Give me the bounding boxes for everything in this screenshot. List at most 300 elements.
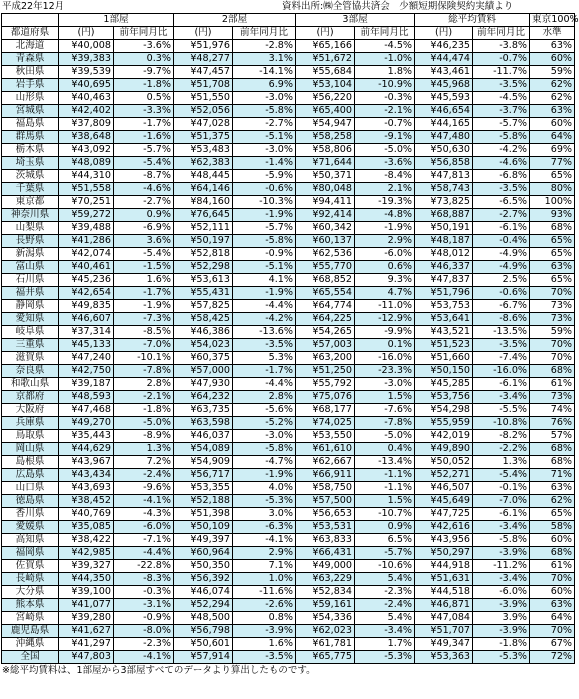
value-cell: -6.1% <box>473 222 530 235</box>
value-cell: -11.6% <box>233 586 296 599</box>
value-cell: -2.7% <box>473 209 530 222</box>
value-cell: 62% <box>530 92 575 105</box>
value-cell: -5.1% <box>233 131 296 144</box>
value-cell: -10.1% <box>114 352 174 365</box>
value-cell: -1.8% <box>114 79 174 92</box>
value-cell: -1.9% <box>233 287 296 300</box>
prefecture-cell: 和歌山県 <box>2 378 59 391</box>
value-cell: ¥65,400 <box>296 105 355 118</box>
value-cell: ¥51,250 <box>296 365 355 378</box>
value-cell: -3.0% <box>233 92 296 105</box>
value-cell: ¥50,371 <box>296 170 355 183</box>
value-cell: ¥52,056 <box>174 105 233 118</box>
value-cell: ¥46,386 <box>174 326 233 339</box>
value-cell: ¥42,985 <box>59 547 114 560</box>
value-cell: -1.9% <box>233 209 296 222</box>
prefecture-cell: 青森県 <box>2 53 59 66</box>
value-cell: -5.4% <box>114 248 174 261</box>
value-cell: ¥53,363 <box>415 651 473 664</box>
value-cell: ¥48,445 <box>174 170 233 183</box>
prefecture-cell: 東京都 <box>2 196 59 209</box>
value-cell: -1.4% <box>233 157 296 170</box>
table-row <box>2 339 575 352</box>
value-cell: ¥51,796 <box>415 287 473 300</box>
prefecture-cell: 岩手県 <box>2 79 59 92</box>
value-cell: ¥59,161 <box>296 599 355 612</box>
value-cell: -3.9% <box>473 625 530 638</box>
value-cell: 68% <box>530 443 575 456</box>
value-cell: ¥43,461 <box>415 66 473 79</box>
header-yen: (円) <box>296 27 355 40</box>
value-cell: 0.3% <box>114 53 174 66</box>
header-yoy: 前年同月比 <box>355 27 415 40</box>
value-cell: -0.6% <box>233 183 296 196</box>
value-cell: ¥54,947 <box>296 118 355 131</box>
value-cell: 70% <box>530 339 575 352</box>
value-cell: ¥46,037 <box>174 430 233 443</box>
value-cell: 7.1% <box>233 560 296 573</box>
table-row <box>2 131 575 144</box>
table-row <box>2 651 575 664</box>
value-cell: -5.8% <box>473 534 530 547</box>
value-cell: ¥52,834 <box>296 586 355 599</box>
value-cell: 60% <box>530 118 575 131</box>
value-cell: ¥55,431 <box>174 287 233 300</box>
table-row <box>2 170 575 183</box>
value-cell: -8.9% <box>114 430 174 443</box>
value-cell: 9.3% <box>355 274 415 287</box>
value-cell: 5.4% <box>355 573 415 586</box>
value-cell: ¥50,191 <box>415 222 473 235</box>
value-cell: 61% <box>530 378 575 391</box>
value-cell: ¥37,314 <box>59 326 114 339</box>
value-cell: ¥51,976 <box>174 40 233 53</box>
value-cell: 59% <box>530 66 575 79</box>
value-cell: -16.0% <box>355 352 415 365</box>
value-cell: 63% <box>530 40 575 53</box>
table-row <box>2 586 575 599</box>
value-cell: -3.5% <box>473 339 530 352</box>
value-cell: 0.6% <box>355 261 415 274</box>
value-cell: ¥94,411 <box>296 196 355 209</box>
value-cell: ¥51,672 <box>296 53 355 66</box>
value-cell: -7.8% <box>355 417 415 430</box>
value-cell: 63% <box>530 599 575 612</box>
value-cell: ¥80,048 <box>296 183 355 196</box>
value-cell: -2.4% <box>355 599 415 612</box>
value-cell: -1.5% <box>114 261 174 274</box>
value-cell: -9.7% <box>114 66 174 79</box>
value-cell: 1.3% <box>473 456 530 469</box>
value-cell: -3.5% <box>233 339 296 352</box>
value-cell: -4.6% <box>114 183 174 196</box>
prefecture-cell: 岡山県 <box>2 443 59 456</box>
value-cell: 76% <box>530 417 575 430</box>
value-cell: ¥57,003 <box>296 339 355 352</box>
value-cell: ¥62,667 <box>296 456 355 469</box>
prefecture-cell: 島根県 <box>2 456 59 469</box>
value-cell: ¥46,871 <box>415 599 473 612</box>
value-cell: ¥76,645 <box>174 209 233 222</box>
value-cell: ¥38,648 <box>59 131 114 144</box>
value-cell: -5.3% <box>233 495 296 508</box>
table-row <box>2 183 575 196</box>
prefecture-cell: 千葉県 <box>2 183 59 196</box>
prefecture-cell: 秋田県 <box>2 66 59 79</box>
prefecture-cell: 熊本県 <box>2 599 59 612</box>
value-cell: -5.4% <box>473 469 530 482</box>
value-cell: -7.6% <box>355 404 415 417</box>
value-cell: ¥41,286 <box>59 235 114 248</box>
value-cell: 72% <box>530 651 575 664</box>
value-cell: ¥50,197 <box>174 235 233 248</box>
header-2room: 2部屋 <box>174 14 296 27</box>
prefecture-cell: 宮崎県 <box>2 612 59 625</box>
value-cell: -5.3% <box>473 651 530 664</box>
table-row <box>2 508 575 521</box>
prefecture-cell: 奈良県 <box>2 365 59 378</box>
value-cell: ¥62,383 <box>174 157 233 170</box>
value-cell: ¥60,342 <box>296 222 355 235</box>
value-cell: ¥40,695 <box>59 79 114 92</box>
value-cell: -3.4% <box>473 573 530 586</box>
value-cell: ¥43,693 <box>59 482 114 495</box>
value-cell: 2.8% <box>114 378 174 391</box>
value-cell: -2.4% <box>114 469 174 482</box>
table-row <box>2 118 575 131</box>
prefecture-cell: 福島県 <box>2 118 59 131</box>
value-cell: -6.5% <box>473 196 530 209</box>
value-cell: ¥53,613 <box>174 274 233 287</box>
value-cell: -22.8% <box>114 560 174 573</box>
prefecture-cell: 愛媛県 <box>2 521 59 534</box>
value-cell: 70% <box>530 625 575 638</box>
value-cell: -3.5% <box>233 651 296 664</box>
value-cell: 57% <box>530 430 575 443</box>
value-cell: -3.9% <box>473 547 530 560</box>
value-cell: ¥51,550 <box>174 92 233 105</box>
table-row <box>2 53 575 66</box>
value-cell: -7.8% <box>114 365 174 378</box>
value-cell: -5.9% <box>233 170 296 183</box>
table-row <box>2 40 575 53</box>
value-cell: -4.2% <box>473 144 530 157</box>
value-cell: 62% <box>530 495 575 508</box>
value-cell: -6.8% <box>473 170 530 183</box>
value-cell: 4.0% <box>233 482 296 495</box>
value-cell: 65% <box>530 508 575 521</box>
value-cell: 2.1% <box>355 183 415 196</box>
value-cell: 1.8% <box>355 66 415 79</box>
value-cell: ¥60,964 <box>174 547 233 560</box>
value-cell: ¥43,521 <box>415 326 473 339</box>
value-cell: ¥60,137 <box>296 235 355 248</box>
header-level: 水準 <box>530 27 575 40</box>
value-cell: -4.1% <box>114 651 174 664</box>
table-row <box>2 378 575 391</box>
value-cell: 63% <box>530 482 575 495</box>
value-cell: 60% <box>530 586 575 599</box>
value-cell: -5.7% <box>114 144 174 157</box>
value-cell: -3.6% <box>355 157 415 170</box>
value-cell: 5.3% <box>233 352 296 365</box>
value-cell: -11.7% <box>473 66 530 79</box>
header-row-2 <box>2 27 575 40</box>
table-row <box>2 313 575 326</box>
prefecture-cell: 長崎県 <box>2 573 59 586</box>
prefecture-cell: 鹿児島県 <box>2 625 59 638</box>
value-cell: -11.0% <box>355 300 415 313</box>
value-cell: ¥48,089 <box>59 157 114 170</box>
prefecture-cell: 岐阜県 <box>2 326 59 339</box>
prefecture-cell: 佐賀県 <box>2 560 59 573</box>
value-cell: 6.5% <box>355 534 415 547</box>
value-cell: -0.3% <box>114 586 174 599</box>
table-row <box>2 482 575 495</box>
value-cell: ¥47,803 <box>59 651 114 664</box>
header-average: 総平均賃料 <box>415 14 530 27</box>
value-cell: ¥64,146 <box>174 183 233 196</box>
value-cell: ¥56,717 <box>174 469 233 482</box>
value-cell: -0.7% <box>473 53 530 66</box>
value-cell: ¥45,593 <box>415 92 473 105</box>
value-cell: 2.5% <box>473 274 530 287</box>
value-cell: ¥63,735 <box>174 404 233 417</box>
value-cell: ¥62,536 <box>296 248 355 261</box>
value-cell: ¥45,968 <box>415 79 473 92</box>
table-row <box>2 456 575 469</box>
value-cell: ¥44,474 <box>415 53 473 66</box>
value-cell: ¥40,769 <box>59 508 114 521</box>
value-cell: ¥55,684 <box>296 66 355 79</box>
value-cell: 0.9% <box>114 209 174 222</box>
table-row <box>2 443 575 456</box>
prefecture-cell: 山口県 <box>2 482 59 495</box>
value-cell: -1.1% <box>355 469 415 482</box>
prefecture-cell: 三重県 <box>2 339 59 352</box>
value-cell: -3.0% <box>233 144 296 157</box>
value-cell: -7.0% <box>114 339 174 352</box>
value-cell: 3.0% <box>233 508 296 521</box>
value-cell: -4.1% <box>233 534 296 547</box>
value-cell: ¥35,085 <box>59 521 114 534</box>
value-cell: ¥47,240 <box>59 352 114 365</box>
value-cell: 1.3% <box>114 443 174 456</box>
value-cell: 70% <box>530 287 575 300</box>
value-cell: ¥51,660 <box>415 352 473 365</box>
value-cell: -6.9% <box>114 222 174 235</box>
value-cell: ¥56,220 <box>296 92 355 105</box>
value-cell: -4.2% <box>233 313 296 326</box>
table-row <box>2 430 575 443</box>
value-cell: ¥47,084 <box>415 612 473 625</box>
value-cell: 1.5% <box>355 391 415 404</box>
value-cell: -2.1% <box>114 391 174 404</box>
value-cell: 70% <box>530 573 575 586</box>
value-cell: -7.4% <box>473 352 530 365</box>
value-cell: ¥71,644 <box>296 157 355 170</box>
value-cell: ¥74,025 <box>296 417 355 430</box>
prefecture-cell: 香川県 <box>2 508 59 521</box>
value-cell: 58% <box>530 521 575 534</box>
value-cell: ¥68,887 <box>415 209 473 222</box>
value-cell: 65% <box>530 274 575 287</box>
value-cell: ¥84,160 <box>174 196 233 209</box>
value-cell: ¥45,133 <box>59 339 114 352</box>
prefecture-cell: 大分県 <box>2 586 59 599</box>
table-row <box>2 599 575 612</box>
value-cell: 2.8% <box>233 391 296 404</box>
value-cell: -10.6% <box>355 560 415 573</box>
table-row <box>2 248 575 261</box>
value-cell: ¥42,750 <box>59 365 114 378</box>
value-cell: ¥50,350 <box>174 560 233 573</box>
value-cell: ¥51,558 <box>59 183 114 196</box>
value-cell: ¥53,753 <box>415 300 473 313</box>
value-cell: 67% <box>530 638 575 651</box>
value-cell: ¥63,598 <box>174 417 233 430</box>
value-cell: -10.3% <box>233 196 296 209</box>
value-cell: ¥58,750 <box>296 482 355 495</box>
value-cell: 64% <box>530 612 575 625</box>
prefecture-cell: 新潟県 <box>2 248 59 261</box>
table-row <box>2 300 575 313</box>
prefecture-cell: 大阪府 <box>2 404 59 417</box>
value-cell: ¥42,402 <box>59 105 114 118</box>
table-row <box>2 547 575 560</box>
value-cell: ¥54,336 <box>296 612 355 625</box>
value-cell: ¥39,488 <box>59 222 114 235</box>
value-cell: ¥51,708 <box>174 79 233 92</box>
prefecture-cell: 茨城県 <box>2 170 59 183</box>
value-cell: ¥54,909 <box>174 456 233 469</box>
value-cell: ¥58,258 <box>296 131 355 144</box>
footnote: ※総平均賃料は、1部屋から3部屋すべてのデータより算出したものです。 <box>2 665 316 676</box>
value-cell: ¥39,280 <box>59 612 114 625</box>
value-cell: ¥58,806 <box>296 144 355 157</box>
value-cell: 68% <box>530 365 575 378</box>
table-row <box>2 521 575 534</box>
value-cell: -3.1% <box>114 599 174 612</box>
value-cell: -5.7% <box>473 118 530 131</box>
value-cell: ¥39,539 <box>59 66 114 79</box>
prefecture-cell: 長野県 <box>2 235 59 248</box>
value-cell: ¥46,235 <box>415 40 473 53</box>
value-cell: -12.9% <box>355 313 415 326</box>
value-cell: -3.3% <box>114 105 174 118</box>
table-row <box>2 352 575 365</box>
header-prefecture: 都道府県 <box>2 27 59 40</box>
value-cell: ¥49,835 <box>59 300 114 313</box>
value-cell: -5.8% <box>233 443 296 456</box>
table-row <box>2 105 575 118</box>
value-cell: ¥42,019 <box>415 430 473 443</box>
value-cell: ¥49,397 <box>174 534 233 547</box>
value-cell: ¥40,461 <box>59 261 114 274</box>
value-cell: 1.7% <box>355 638 415 651</box>
value-cell: ¥50,297 <box>415 547 473 560</box>
value-cell: -2.7% <box>114 196 174 209</box>
value-cell: ¥50,150 <box>415 365 473 378</box>
value-cell: ¥66,911 <box>296 469 355 482</box>
value-cell: ¥38,452 <box>59 495 114 508</box>
table-row <box>2 222 575 235</box>
value-cell: 70% <box>530 352 575 365</box>
value-cell: -11.2% <box>473 560 530 573</box>
value-cell: 69% <box>530 144 575 157</box>
value-cell: ¥53,483 <box>174 144 233 157</box>
prefecture-cell: 滋賀県 <box>2 352 59 365</box>
value-cell: ¥63,200 <box>296 352 355 365</box>
value-cell: 1.6% <box>114 274 174 287</box>
value-cell: 73% <box>530 313 575 326</box>
value-cell: ¥63,833 <box>296 534 355 547</box>
table-row <box>2 625 575 638</box>
prefecture-cell: 徳島県 <box>2 495 59 508</box>
table-row <box>2 469 575 482</box>
prefecture-cell: 山形県 <box>2 92 59 105</box>
value-cell: -4.5% <box>473 92 530 105</box>
value-cell: -5.7% <box>355 547 415 560</box>
table-row <box>2 534 575 547</box>
value-cell: ¥52,294 <box>174 599 233 612</box>
value-cell: -6.7% <box>473 300 530 313</box>
value-cell: ¥47,468 <box>59 404 114 417</box>
value-cell: -0.1% <box>473 482 530 495</box>
value-cell: ¥55,959 <box>415 417 473 430</box>
value-cell: -3.5% <box>473 183 530 196</box>
value-cell: 100% <box>530 196 575 209</box>
value-cell: ¥43,967 <box>59 456 114 469</box>
value-cell: 68% <box>530 547 575 560</box>
value-cell: 62% <box>530 79 575 92</box>
value-cell: ¥52,188 <box>174 495 233 508</box>
value-cell: -2.3% <box>355 586 415 599</box>
value-cell: ¥60,375 <box>174 352 233 365</box>
prefecture-cell: 福岡県 <box>2 547 59 560</box>
value-cell: ¥53,550 <box>296 430 355 443</box>
prefecture-cell: 石川県 <box>2 274 59 287</box>
value-cell: -1.1% <box>355 482 415 495</box>
table-row <box>2 560 575 573</box>
prefecture-cell: 兵庫県 <box>2 417 59 430</box>
value-cell: ¥50,109 <box>174 521 233 534</box>
value-cell: -10.9% <box>355 79 415 92</box>
header-3room: 3部屋 <box>296 14 415 27</box>
value-cell: ¥49,347 <box>415 638 473 651</box>
value-cell: ¥46,337 <box>415 261 473 274</box>
value-cell: ¥75,076 <box>296 391 355 404</box>
value-cell: ¥46,607 <box>59 313 114 326</box>
value-cell: -2.3% <box>114 638 174 651</box>
value-cell: -3.8% <box>473 40 530 53</box>
table-row <box>2 235 575 248</box>
value-cell: -6.1% <box>473 378 530 391</box>
value-cell: ¥50,052 <box>415 456 473 469</box>
value-cell: -7.3% <box>114 313 174 326</box>
value-cell: 74% <box>530 404 575 417</box>
value-cell: ¥49,890 <box>415 443 473 456</box>
value-cell: ¥56,858 <box>415 157 473 170</box>
value-cell: 1.5% <box>355 495 415 508</box>
value-cell: 59% <box>530 326 575 339</box>
value-cell: -5.7% <box>233 222 296 235</box>
value-cell: ¥40,008 <box>59 40 114 53</box>
value-cell: -5.0% <box>355 430 415 443</box>
value-cell: -5.0% <box>114 417 174 430</box>
header-row-1 <box>2 14 575 27</box>
value-cell: ¥59,272 <box>59 209 114 222</box>
